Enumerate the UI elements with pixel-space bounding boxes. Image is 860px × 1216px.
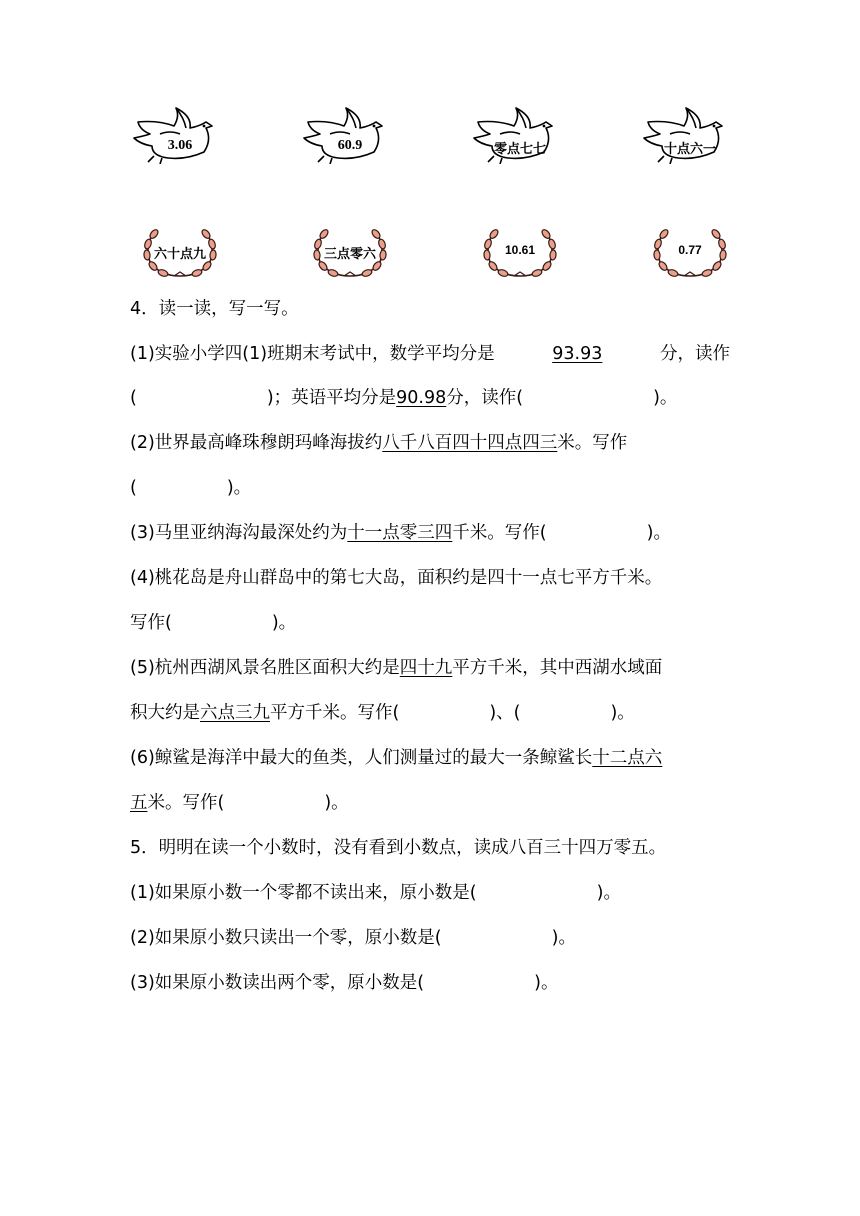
dove-card-3[interactable] <box>470 104 570 164</box>
wreath-card-4[interactable] <box>640 224 740 284</box>
wreath-card-2[interactable] <box>300 224 400 284</box>
dove-card-4[interactable] <box>640 104 740 164</box>
underlined-value: 八千八百四十四点四三 <box>382 433 558 453</box>
underlined-value: 十二点六 <box>592 748 663 768</box>
wreath-label: 10.61 <box>504 243 536 257</box>
q4-3-line: (3)马里亚纳海沟最深处约为十一点零三四千米。写作( )。 <box>130 523 671 543</box>
wreath-card-1[interactable] <box>130 224 230 284</box>
dove-row <box>130 104 740 164</box>
underlined-value: 93.93 <box>552 344 603 364</box>
q5-1-line: (1)如果原小数一个零都不读出来，原小数是( )。 <box>130 883 621 903</box>
underlined-value: 十一点零三四 <box>347 523 453 543</box>
q4-2-line-a: (2)世界最高峰珠穆朗玛峰海拔约八千八百四十四点四三米。写作 <box>130 433 628 453</box>
dove-label: 3.06 <box>167 138 193 153</box>
dove-icon <box>300 104 400 164</box>
underlined-value: 五 <box>130 793 148 813</box>
q4-title: 4．读一读，写一写。 <box>130 299 299 319</box>
dove-label: 60.9 <box>337 138 363 153</box>
q4-6-line-b: 五米。写作( )。 <box>130 793 349 813</box>
underlined-value: 90.98 <box>396 388 447 408</box>
underlined-value: 四十九 <box>399 658 453 678</box>
underlined-value: 六点三九 <box>200 703 270 723</box>
wreath-label: 六十点九 <box>153 246 206 261</box>
dove-label: 零点七七 <box>493 141 546 156</box>
wreath-label: 三点零六 <box>323 246 376 261</box>
wreath-row <box>130 224 740 280</box>
q4-1-line-a: (1)实验小学四(1)班期末考试中，数学平均分是 93.93 分，读作 <box>130 344 730 364</box>
q4-4-line-b: 写作( )。 <box>130 613 297 633</box>
wreath-label: 0.77 <box>678 243 702 257</box>
wreath-card-3[interactable] <box>470 224 570 284</box>
q4-5-line-b: 积大约是六点三九平方千米。写作( )、( )。 <box>130 703 635 723</box>
q5-2-line: (2)如果原小数只读出一个零，原小数是( )。 <box>130 928 576 948</box>
q4-4-line-a: (4)桃花岛是舟山群岛中的第七大岛，面积约是四十一点七平方千米。 <box>130 568 663 588</box>
dove-icon <box>130 104 230 164</box>
dove-card-1[interactable] <box>130 104 230 164</box>
dove-label: 十点六一 <box>663 141 716 156</box>
q5-title: 5．明明在读一个小数时，没有看到小数点，读成八百三十四万零五。 <box>130 838 667 858</box>
dove-card-2[interactable] <box>300 104 400 164</box>
q4-6-line-a: (6)鲸鲨是海洋中最大的鱼类，人们测量过的最大一条鲸鲨长十二点六 <box>130 748 663 768</box>
q5-3-line: (3)如果原小数读出两个零，原小数是( )。 <box>130 973 559 993</box>
q4-1-line-b: ( )；英语平均分是90.98分，读作( )。 <box>130 388 678 408</box>
q4-5-line-a: (5)杭州西湖风景名胜区面积大约是四十九平方千米，其中西湖水域面 <box>130 658 663 678</box>
q4-2-line-b: ( )。 <box>130 478 252 498</box>
